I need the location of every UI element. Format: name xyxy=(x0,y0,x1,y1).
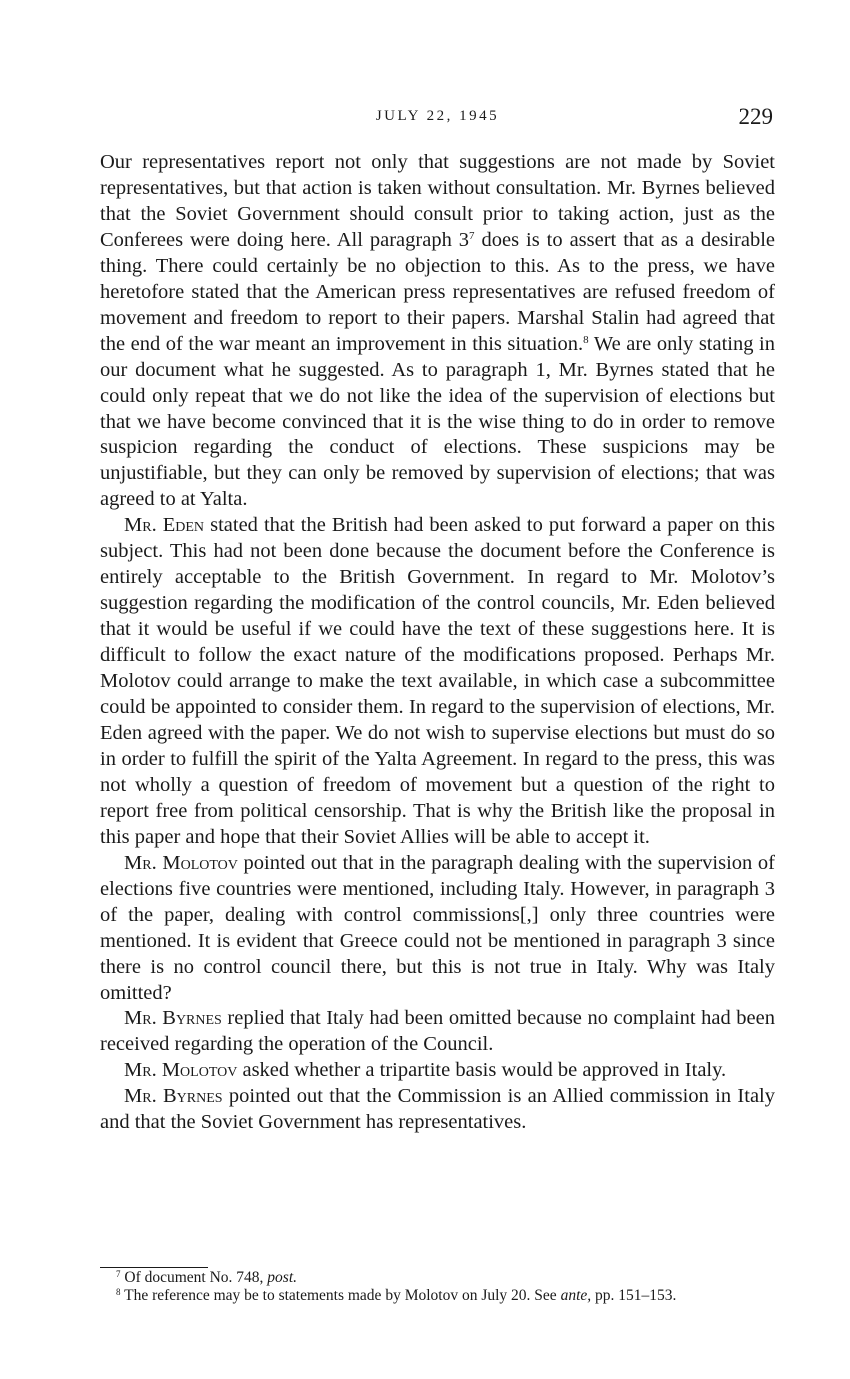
running-date: JULY 22, 1945 xyxy=(375,108,500,124)
footnote-rule xyxy=(100,1267,208,1268)
speaker-name: Mr. Eden xyxy=(124,514,205,537)
footnote-7-italic: post. xyxy=(267,1269,298,1286)
paragraph-4-text: replied that Italy had been omitted because no complaint had been received regarding the operation of the Council. xyxy=(100,1007,775,1056)
paragraph-5-text: asked whether a tripartite basis would be approved in Italy. xyxy=(237,1059,727,1082)
paragraph-1-text-b: does is to assert that as a desirable thing. There could certainly be no objection to this. As to the press, we have heretofore stated that the American press representatives are refused freedom of movement and freedom to report to their papers. Marshal Stalin had agreed that the end of the war meant an improvement in this situation. xyxy=(100,228,775,355)
speaker-name: Mr. Byrnes xyxy=(124,1085,223,1108)
body-text xyxy=(100,150,775,1136)
page-number: 229 xyxy=(738,104,773,129)
footnote-ref-8: 8 xyxy=(583,333,589,346)
paragraph-2 xyxy=(100,513,775,850)
footnote-ref-7: 7 xyxy=(469,229,475,242)
paragraph-4 xyxy=(100,1006,775,1058)
footnote-8-tail: pp. 151–153. xyxy=(591,1287,677,1304)
footnote-8-text: The reference may be to statements made by Molotov on July 20. See xyxy=(120,1287,561,1304)
running-head xyxy=(100,104,775,134)
paragraph-1-text-c: We are only stating in our document what he suggested. As to paragraph 1, Mr. Byrnes stated that he could only repeat that we do not like the idea of the supervision of elections but that we have become convinced that it is the wise thing to do in order to remove suspicion regarding the conduct of elections. These suspicions may be unjustifiable, but they can only be removed by supervision of elections; that was agreed to at Yalta. xyxy=(100,332,775,511)
footnote-7 xyxy=(100,1269,775,1287)
footnote-marker: 7 xyxy=(116,1269,121,1279)
speaker-name: Mr. Molotov xyxy=(124,851,238,874)
footnotes xyxy=(100,1269,775,1305)
paragraph-5 xyxy=(100,1058,775,1084)
paragraph-2-text: stated that the British had been asked to put forward a paper on this subject. This had not been done because the document before the Conference is entirely acceptable to the British Government. In regard to Mr. Molotov’s suggestion regarding the modification of the control councils, Mr. Eden believed that it would be useful if we could have the text of these suggestions here. It is difficult to follow the exact nature of the modifications proposed. Perhaps Mr. Molotov could arrange to make the text available, in which case a subcommittee could be appointed to consider them. In regard to the supervision of elections, Mr. Eden agreed with the paper. We do not wish to supervise elections but must do so in order to fulfill the spirit of the Yalta Agreement. In regard to the press, this was not wholly a question of freedom of movement but a question of the right to report free from political censorship. That is why the British like the proposal in this paper and hope that their Soviet Allies will be able to accept it. xyxy=(100,514,775,848)
speaker-name: Mr. Molotov xyxy=(124,1059,238,1082)
footnote-8 xyxy=(100,1287,775,1305)
paragraph-1 xyxy=(100,150,775,513)
paragraph-6 xyxy=(100,1084,775,1136)
paragraph-3-text: pointed out that in the paragraph dealing with the supervision of elections five countries were mentioned, including Italy. However, in paragraph 3 of the paper, dealing with control commissions[,] only three countries were mentioned. It is evident that Greece could not be mentioned in paragraph 3 since there is no control council there, but this is not true in Italy. Why was Italy omitted? xyxy=(100,851,776,1004)
paragraph-1-text-a: Our representatives report not only that suggestions are not made by Soviet representatives, but that action is taken without consultation. Mr. Byrnes believed that the Soviet Government should consult prior to taking action, just as the Conferees were doing here. All paragraph 3 xyxy=(100,151,775,251)
footnote-marker: 8 xyxy=(116,1287,121,1297)
footnote-8-italic: ante, xyxy=(560,1287,592,1304)
footnote-7-text: Of document No. 748, xyxy=(120,1269,268,1286)
paragraph-3 xyxy=(100,851,775,1007)
speaker-name: Mr. Byrnes xyxy=(124,1007,222,1030)
paragraph-6-text: pointed out that the Commission is an Allied commission in Italy and that the Soviet Government has representatives. xyxy=(100,1085,775,1134)
